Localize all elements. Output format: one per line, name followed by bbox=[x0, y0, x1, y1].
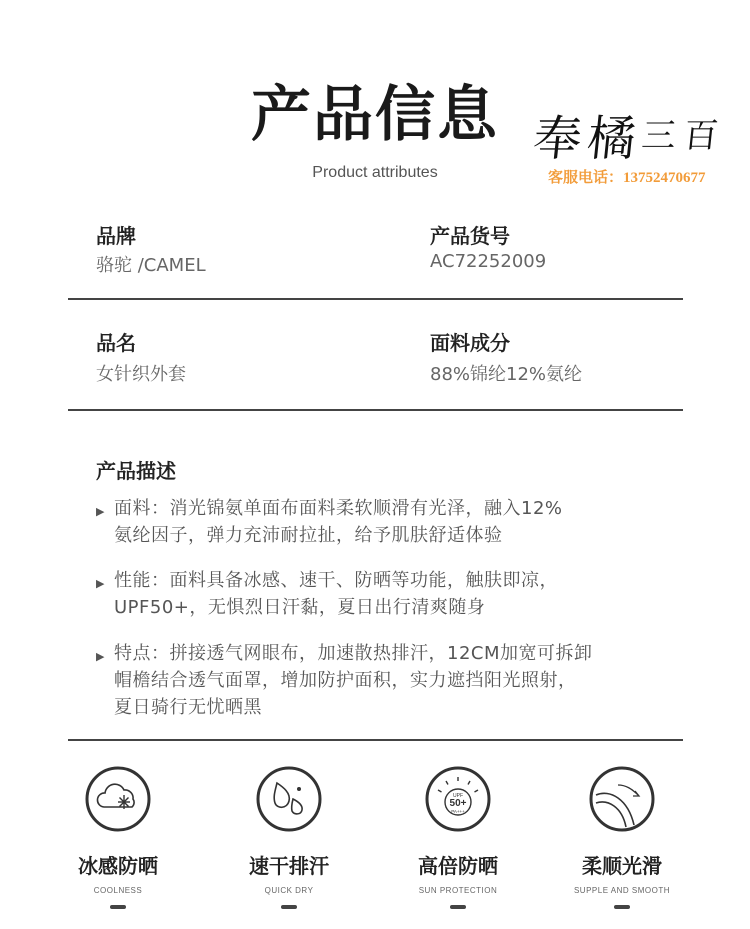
divider bbox=[68, 739, 683, 741]
water-drops-icon bbox=[255, 765, 323, 833]
feature-name: 柔顺光滑 bbox=[582, 854, 662, 878]
description-line: UPF50+，无惧烈日汗黏，夏日出行清爽随身 bbox=[114, 597, 486, 618]
feature-dash bbox=[110, 905, 126, 909]
feature-name: 速干排汗 bbox=[249, 854, 329, 878]
feature-en: COOLNESS bbox=[93, 886, 143, 895]
bullet-triangle-icon: ▶ bbox=[96, 650, 105, 663]
logo-text-main: 奉橘 bbox=[530, 111, 645, 167]
description-line: 性能：面料具备冰感、速干、防晒等功能，触肤即凉， bbox=[114, 570, 558, 591]
feature-smooth bbox=[552, 765, 692, 909]
feature-name: 高倍防晒 bbox=[418, 854, 498, 878]
feature-dash bbox=[281, 905, 297, 909]
feature-coolness bbox=[48, 765, 188, 909]
feature-dash bbox=[614, 905, 630, 909]
description-line: 帽檐结合透气面罩，增加防护面积，实力遮挡阳光照射， bbox=[114, 670, 577, 691]
upf-pa: PA+++ bbox=[451, 809, 465, 814]
brand-logo bbox=[530, 100, 729, 169]
feature-quick-dry bbox=[219, 765, 359, 909]
attr-label-brand: 品牌 bbox=[96, 224, 136, 248]
feature-dash bbox=[450, 905, 466, 909]
attr-label-fabric: 面料成分 bbox=[430, 331, 510, 355]
feature-en: SUPPLE AND SMOOTH bbox=[573, 886, 671, 895]
attr-value-sku: AC72252009 bbox=[430, 251, 547, 272]
description-item bbox=[96, 495, 666, 549]
description-item bbox=[96, 567, 666, 621]
feature-en: QUICK DRY bbox=[264, 886, 314, 895]
description-title: 产品描述 bbox=[96, 459, 176, 483]
description-line: 特点：拼接透气网眼布，加速散热排汗，12CM加宽可拆卸 bbox=[114, 643, 593, 664]
service-label: 客服电话： bbox=[548, 170, 624, 186]
attr-label-sku: 产品货号 bbox=[430, 224, 510, 248]
attr-label-name: 品名 bbox=[96, 331, 136, 355]
divider bbox=[68, 409, 683, 411]
divider bbox=[68, 298, 683, 300]
smooth-fabric-icon bbox=[588, 765, 656, 833]
description-line: 夏日骑行无忧晒黑 bbox=[114, 697, 262, 718]
feature-sun-protection bbox=[388, 765, 528, 909]
service-phone bbox=[548, 166, 706, 187]
logo-text-small: 三百 bbox=[639, 116, 728, 156]
upf-label: UPF bbox=[453, 793, 463, 799]
description-line: 面料：消光锦氨单面布面料柔软顺滑有光泽，融入12% bbox=[114, 498, 563, 519]
bullet-triangle-icon: ▶ bbox=[96, 577, 105, 590]
service-number: 13752470677 bbox=[623, 170, 706, 186]
page-title: 产品信息 bbox=[251, 80, 499, 150]
description-item bbox=[96, 640, 666, 721]
page-subtitle: Product attributes bbox=[312, 164, 438, 181]
attr-value-brand: 骆驼 /CAMEL bbox=[96, 255, 206, 276]
bullet-triangle-icon: ▶ bbox=[96, 505, 105, 518]
upf-sun-icon bbox=[424, 765, 492, 833]
attr-value-fabric: 88%锦纶12%氨纶 bbox=[430, 364, 583, 385]
attr-value-name: 女针织外套 bbox=[96, 364, 186, 385]
upf-value: 50+ bbox=[449, 798, 467, 809]
cloud-snowflake-icon bbox=[84, 765, 152, 833]
feature-en: SUN PROTECTION bbox=[418, 886, 498, 895]
feature-name: 冰感防晒 bbox=[78, 854, 158, 878]
description-line: 氨纶因子，弹力充沛耐拉扯，给予肌肤舒适体验 bbox=[114, 525, 503, 546]
